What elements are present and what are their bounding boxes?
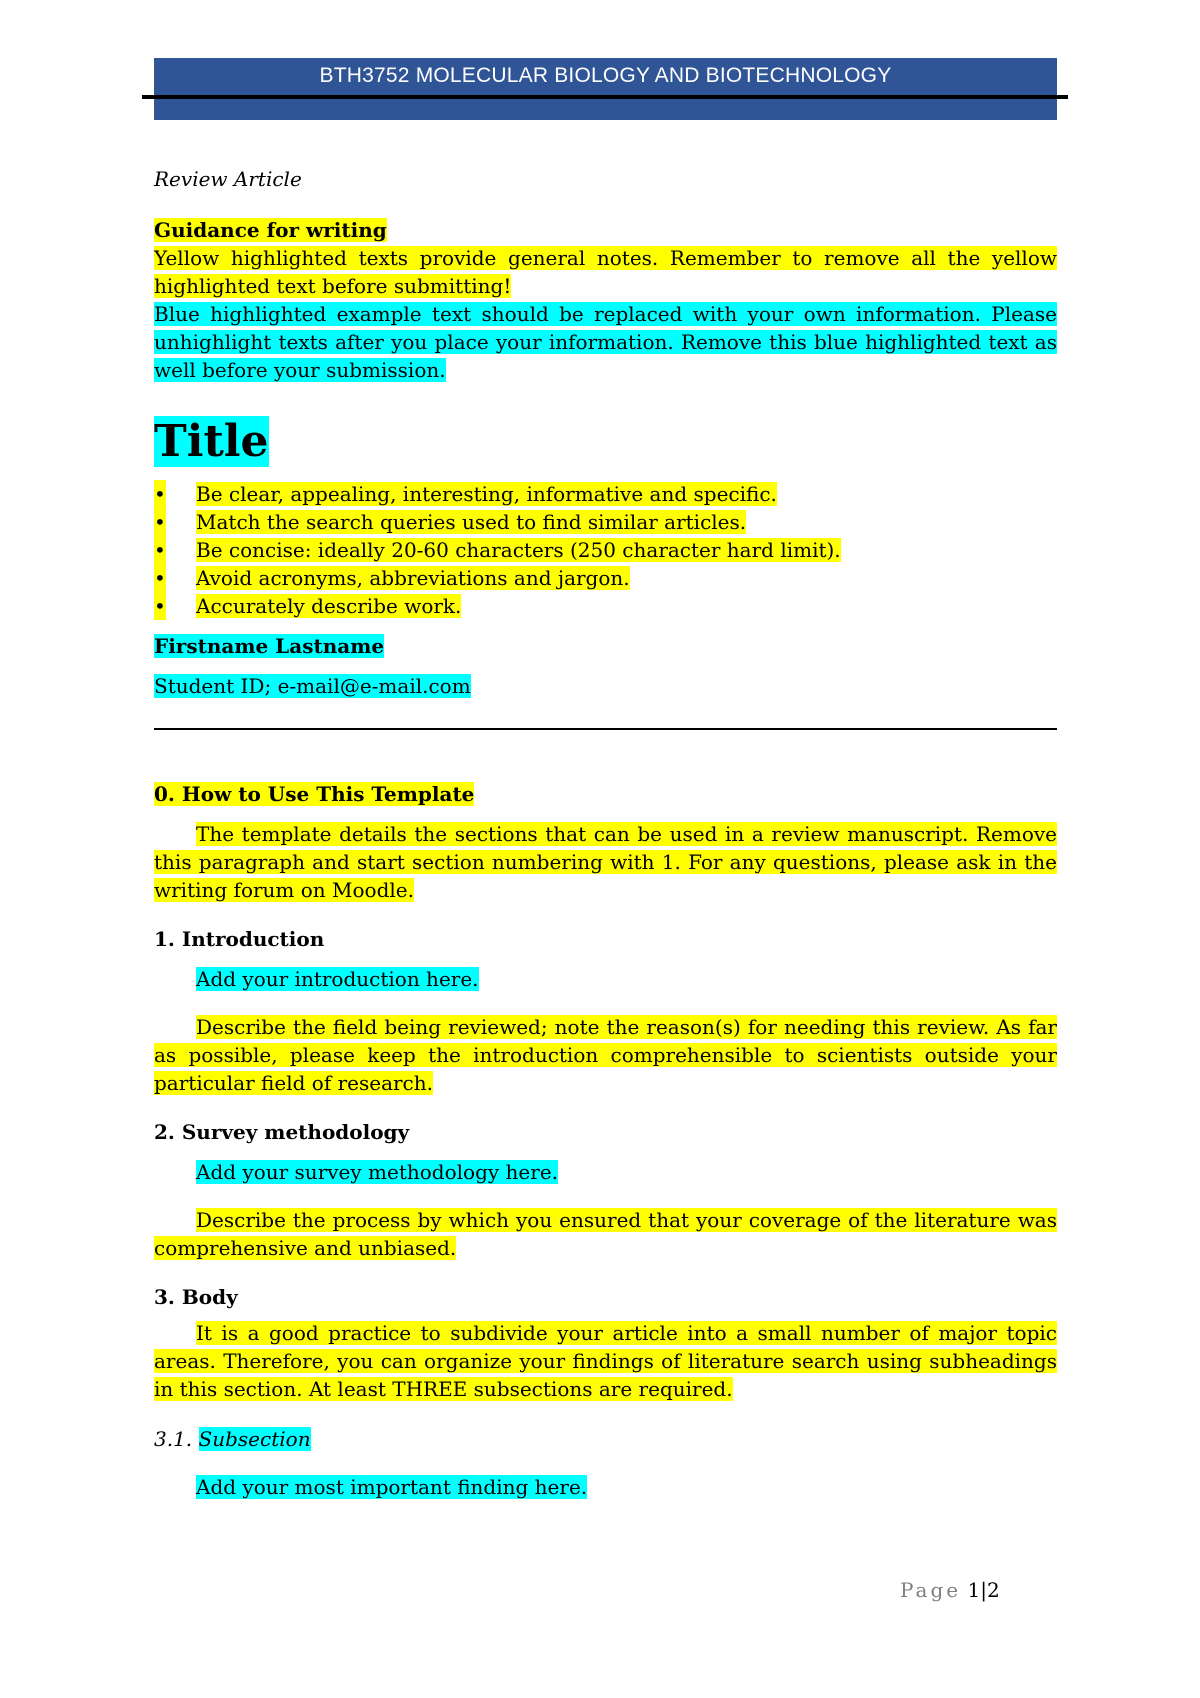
list-item-text: Accurately describe work. [196, 594, 462, 618]
section-1-placeholder-text: Add your introduction here. [196, 967, 479, 991]
subsection-title: Subsection [198, 1427, 311, 1451]
list-item-text: Match the search queries used to find similar articles. [196, 510, 747, 534]
doc-title [154, 414, 1057, 470]
list-item-text: Be concise: ideally 20-60 characters (250 character hard limit). [196, 538, 841, 562]
section-1-note-text: Describe the field being reviewed; note the reason(s) for needing this review. As far as possible, please keep the introduction comprehensible to scientists outside your particular field of research. [154, 1015, 1057, 1095]
page-number-footer [900, 1578, 1050, 1602]
section-heading-2: 2. Survey methodology [154, 1120, 410, 1144]
guidance-blue-note [154, 300, 1057, 384]
bullet-glyph: • [154, 594, 166, 618]
course-title: BTH3752 MOLECULAR BIOLOGY AND BIOTECHNOLOGY [319, 64, 892, 87]
author-contact-text: Student ID; e-mail@e-mail.com [154, 674, 471, 698]
page-word: Page [900, 1578, 962, 1602]
section-3-note-text: It is a good practice to subdivide your article into a small number of major topic areas. Therefore, you can organize your findings of literature search using subheadings in this section. At least THREE subsections are required. [154, 1321, 1057, 1401]
subsection-heading [154, 1425, 1057, 1453]
guidance-blue-note-text: Blue highlighted example text should be replaced with your own information. Please unhighlight texts after you place your information. Remove this blue highlighted text as well before your submission. [154, 302, 1057, 382]
guidance-yellow-note-text: Yellow highlighted texts provide general notes. Remember to remove all the yellow highlighted text before submitting! [154, 246, 1057, 298]
list-item [154, 480, 1057, 508]
section-heading-0 [154, 780, 1057, 808]
guidance-yellow-note [154, 244, 1057, 300]
section-heading-1: 1. Introduction [154, 927, 325, 951]
bullet-glyph: • [154, 482, 166, 506]
list-item [154, 508, 1057, 536]
section-2-note [154, 1206, 1057, 1262]
article-type-label: Review Article [154, 167, 302, 191]
section-3-note [154, 1319, 1057, 1403]
list-item-text: Be clear, appealing, interesting, informative and specific. [196, 482, 777, 506]
guidance-heading [154, 216, 1057, 244]
total-pages: 2 [986, 1578, 1000, 1602]
subsection-placeholder-text: Add your most important finding here. [196, 1475, 588, 1499]
subsection-placeholder [154, 1473, 1057, 1501]
current-page: 1 [967, 1578, 981, 1602]
section-0-note-text: The template details the sections that can be used in a review manuscript. Remove this paragraph and start section numbering with 1. For any questions, please ask in the writing forum on Moodle. [154, 822, 1057, 902]
title-tips-list [154, 480, 1057, 620]
section-2-note-text: Describe the process by which you ensured that your coverage of the literature was comprehensive and unbiased. [154, 1208, 1057, 1260]
section-divider [154, 728, 1057, 730]
section-2-placeholder [154, 1158, 1057, 1186]
section-0-note [154, 820, 1057, 904]
header-rule [142, 95, 1068, 99]
bullet-glyph: • [154, 538, 166, 562]
section-1-placeholder [154, 965, 1057, 993]
author-name-text: Firstname Lastname [154, 634, 385, 658]
page-separator: | [980, 1578, 987, 1602]
list-item [154, 536, 1057, 564]
list-item-text: Avoid acronyms, abbreviations and jargon. [196, 566, 630, 590]
section-heading-0-text: 0. How to Use This Template [154, 782, 475, 806]
author-contact [154, 672, 1057, 700]
doc-title-text: Title [154, 416, 269, 467]
subsection-number: 3.1. [154, 1427, 193, 1451]
author-name [154, 632, 1057, 660]
list-item [154, 564, 1057, 592]
section-1-note [154, 1013, 1057, 1097]
section-heading-3: 3. Body [154, 1285, 238, 1309]
section-2-placeholder-text: Add your survey methodology here. [196, 1160, 559, 1184]
list-item [154, 592, 1057, 620]
guidance-heading-text: Guidance for writing [154, 218, 387, 242]
bullet-glyph: • [154, 566, 166, 590]
document-body [154, 165, 1057, 1501]
bullet-glyph: • [154, 510, 166, 534]
